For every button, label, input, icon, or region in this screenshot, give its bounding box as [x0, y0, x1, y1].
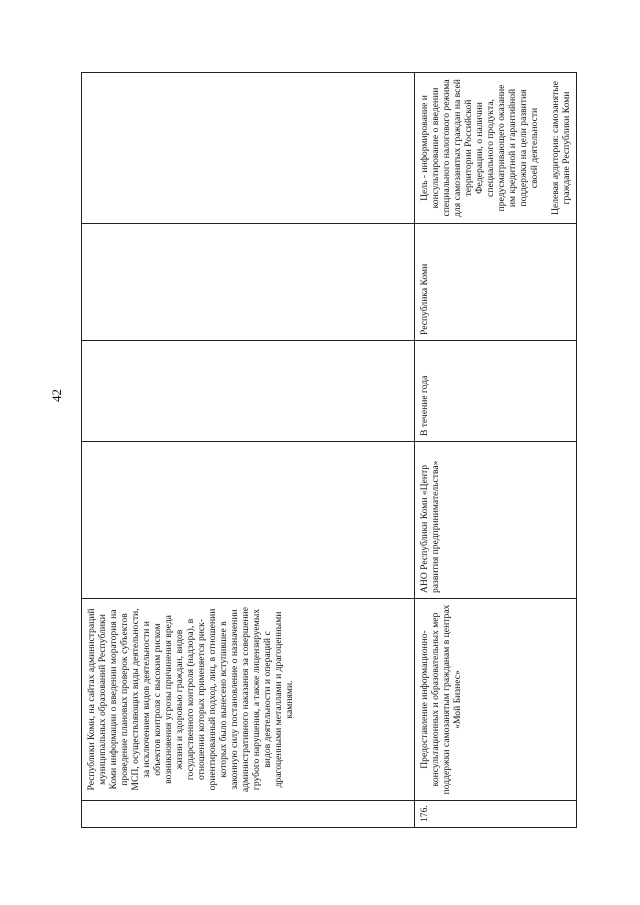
goal-cell — [415, 73, 577, 224]
row-number — [82, 801, 415, 828]
goal-cell — [82, 73, 415, 224]
measures-table — [81, 72, 577, 828]
executor-cell: АНО Республики Коми «Центр развития предпринимательства» — [415, 442, 577, 599]
activity-cell: Предоставление информационно-консультационных и образовательных мер поддержки самозанятым гражданам в центрах «Мой Бизнес» — [415, 599, 577, 801]
executor-cell — [82, 442, 415, 599]
page-number: 42 — [49, 389, 64, 402]
table-row — [82, 73, 415, 828]
audience-text: Целевая аудитория: самозанятые граждане Республики Коми — [550, 81, 572, 215]
activity-cell: Республики Коми, на сайтах администраций муниципальных образований Республики Коми информации о введении моратория на проведение плановых проверок субъектов МСП, осуществляющих виды деятельности, за исключением видов деятельности и объектов контроля с высоким риском возникновения угрозы причинения вреда жизни и здоровью граждан, видов государственного контроля (надзора), в отношении которых применяется риск-ориентированный подход, лиц, в отношении которых было вынесено вступившее в законную силу постановление о назначении административного наказания за совершение грубого нарушения, а также лицензируемых видов деятельности и операций с драгоценными металлами и драгоценными камнями. — [82, 599, 415, 801]
row-number: 176. — [415, 801, 577, 828]
table-row — [415, 73, 577, 828]
term-cell — [82, 341, 415, 442]
goal-text: Цель - информирование и консультирование о введении специального налогового режима для самозанятых граждан на всей территории Российской Федерации, о наличии специального продукта, предусматривающего оказание им кредитной и гарантийной поддержки на цели развития своей деятельности — [419, 79, 540, 217]
territory-cell: Республика Коми — [415, 224, 577, 341]
spacer — [540, 78, 550, 218]
term-cell: В течение года — [415, 341, 577, 442]
measures-table-rotated — [81, 72, 571, 828]
territory-cell — [82, 224, 415, 341]
